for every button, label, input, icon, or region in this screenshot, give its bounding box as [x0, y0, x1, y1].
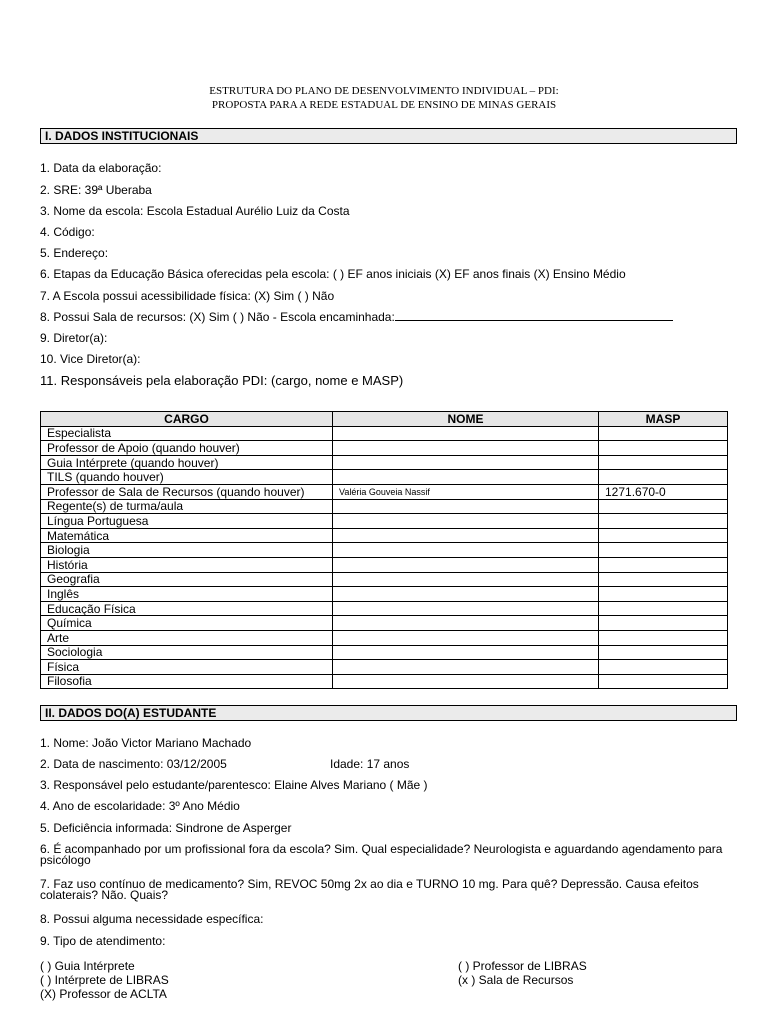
table-row — [41, 674, 728, 689]
masp-cell — [599, 543, 728, 558]
table-row — [41, 455, 728, 470]
field-etapas: 6. Etapas da Educação Básica oferecidas pela escola: ( ) EF anos iniciais (X) EF anos finais (X) Ensino Médio — [40, 267, 626, 281]
masp-cell — [599, 616, 728, 631]
field-idade: Idade: 17 anos — [330, 757, 410, 771]
cargo-cell: Educação Física — [41, 601, 333, 616]
cargo-cell: Matemática — [41, 528, 333, 543]
field-acessibilidade: 7. A Escola possui acessibilidade física: (X) Sim ( ) Não — [40, 289, 335, 303]
field-tipo-atendimento: 9. Tipo de atendimento: — [40, 934, 166, 948]
field-responsaveis: 11. Responsáveis pela elaboração PDI: (cargo, nome e MASP) — [40, 373, 404, 388]
table-header-row — [41, 412, 728, 427]
field-responsavel: 3. Responsável pelo estudante/parentesco: Elaine Alves Mariano ( Mãe ) — [40, 778, 428, 792]
table-row — [41, 441, 728, 456]
cargo-cell: Química — [41, 616, 333, 631]
cargo-cell: TILS (quando houver) — [41, 470, 333, 485]
cargo-cell: Filosofia — [41, 674, 333, 689]
nome-cell — [333, 543, 599, 558]
option-professor-libras: ( ) Professor de LIBRAS — [458, 959, 587, 973]
masp-cell — [599, 587, 728, 602]
table-row — [41, 484, 728, 499]
cargo-cell: Geografia — [41, 572, 333, 587]
nome-cell — [333, 601, 599, 616]
table-row — [41, 572, 728, 587]
cargo-cell: Arte — [41, 630, 333, 645]
nome-cell — [333, 470, 599, 485]
cargo-cell: Língua Portuguesa — [41, 514, 333, 529]
masp-cell — [599, 455, 728, 470]
field-data-nascimento: 2. Data de nascimento: 03/12/2005 — [40, 757, 227, 771]
table-row — [41, 616, 728, 631]
masp-cell: 1271.670-0 — [599, 484, 728, 499]
masp-cell — [599, 426, 728, 441]
field-necessidade: 8. Possui alguma necessidade específica: — [40, 912, 264, 926]
masp-cell — [599, 441, 728, 456]
table-row — [41, 660, 728, 675]
field-codigo: 4. Código: — [40, 225, 95, 239]
masp-cell — [599, 499, 728, 514]
header-nome: NOME — [333, 412, 599, 427]
header-masp: MASP — [599, 412, 728, 427]
field-medicamento: 7. Faz uso contínuo de medicamento? Sim, REVOC 50mg 2x ao dia e TURNO 10 mg. Para quê? Depressão. Causa efeitos colaterais? Não. Quais? — [40, 877, 699, 902]
option-interprete-libras: ( ) Intérprete de LIBRAS — [40, 973, 169, 987]
nome-cell — [333, 572, 599, 587]
nome-cell — [333, 587, 599, 602]
table-row — [41, 645, 728, 660]
nome-cell — [333, 660, 599, 675]
table-row — [41, 543, 728, 558]
option-guia-interprete: ( ) Guia Intérprete — [40, 959, 135, 973]
cargo-cell: Guia Intérprete (quando houver) — [41, 455, 333, 470]
table-row — [41, 528, 728, 543]
field-sre: 2. SRE: 39ª Uberaba — [40, 183, 152, 197]
option-professor-aclta: (X) Professor de ACLTA — [40, 987, 167, 1001]
document-title-line-1: ESTRUTURA DO PLANO DE DESENVOLVIMENTO INDIVIDUAL – PDI: — [209, 85, 559, 97]
table-row — [41, 426, 728, 441]
masp-cell — [599, 557, 728, 572]
field-sala-recursos — [40, 310, 673, 324]
table-row — [41, 470, 728, 485]
cargo-cell: Inglês — [41, 587, 333, 602]
section-2-header: II. DADOS DO(A) ESTUDANTE — [40, 705, 737, 721]
blank-line — [395, 311, 673, 321]
masp-cell — [599, 645, 728, 660]
field-deficiencia: 5. Deficiência informada: Sindrone de Asperger — [40, 821, 292, 835]
masp-cell — [599, 528, 728, 543]
document-title-line-2: PROPOSTA PARA A REDE ESTADUAL DE ENSINO DE MINAS GERAIS — [211, 99, 557, 111]
masp-cell — [599, 630, 728, 645]
cargo-cell: Biologia — [41, 543, 333, 558]
nome-cell — [333, 441, 599, 456]
field-diretor: 9. Diretor(a): — [40, 331, 108, 345]
masp-cell — [599, 514, 728, 529]
masp-cell — [599, 470, 728, 485]
table-row — [41, 587, 728, 602]
field-sala-recursos-label: 8. Possui Sala de recursos: (X) Sim ( ) Não - Escola encaminhada: — [40, 310, 395, 324]
nome-cell — [333, 514, 599, 529]
field-vice-diretor: 10. Vice Diretor(a): — [40, 352, 141, 366]
nome-cell — [333, 674, 599, 689]
table-row — [41, 557, 728, 572]
cargo-cell: Sociologia — [41, 645, 333, 660]
masp-cell — [599, 674, 728, 689]
table-row — [41, 514, 728, 529]
nome-cell — [333, 557, 599, 572]
cargo-cell: Física — [41, 660, 333, 675]
nome-cell — [333, 499, 599, 514]
cargo-cell: Professor de Apoio (quando houver) — [41, 441, 333, 456]
cargo-cell: Especialista — [41, 426, 333, 441]
field-ano-escolaridade: 4. Ano de escolaridade: 3º Ano Médio — [40, 799, 240, 813]
table-row — [41, 601, 728, 616]
table-row — [41, 630, 728, 645]
nome-cell — [333, 645, 599, 660]
table-row — [41, 499, 728, 514]
field-nome-estudante: 1. Nome: João Victor Mariano Machado — [40, 736, 252, 750]
field-nome-escola: 3. Nome da escola: Escola Estadual Aurélio Luiz da Costa — [40, 204, 350, 218]
nome-cell — [333, 528, 599, 543]
nome-cell — [333, 455, 599, 470]
nome-cell — [333, 630, 599, 645]
nome-cell — [333, 426, 599, 441]
section-1-header: I. DADOS INSTITUCIONAIS — [40, 128, 737, 144]
responsaveis-table — [40, 411, 728, 689]
header-cargo: CARGO — [41, 412, 333, 427]
option-sala-recursos: (x ) Sala de Recursos — [458, 973, 574, 987]
field-endereco: 5. Endereço: — [40, 246, 109, 260]
masp-cell — [599, 601, 728, 616]
field-acompanhamento: 6. É acompanhado por um profissional fora da escola? Sim. Qual especialidade? Neurologista e aguardando agendamento para psicólogo — [40, 842, 723, 867]
field-data-elaboracao: 1. Data da elaboração: — [40, 161, 162, 175]
cargo-cell: Professor de Sala de Recursos (quando houver) — [41, 484, 333, 499]
nome-cell — [333, 616, 599, 631]
masp-cell — [599, 660, 728, 675]
masp-cell — [599, 572, 728, 587]
cargo-cell: Regente(s) de turma/aula — [41, 499, 333, 514]
cargo-cell: História — [41, 557, 333, 572]
nome-cell: Valéria Gouveia Nassif — [333, 484, 599, 499]
